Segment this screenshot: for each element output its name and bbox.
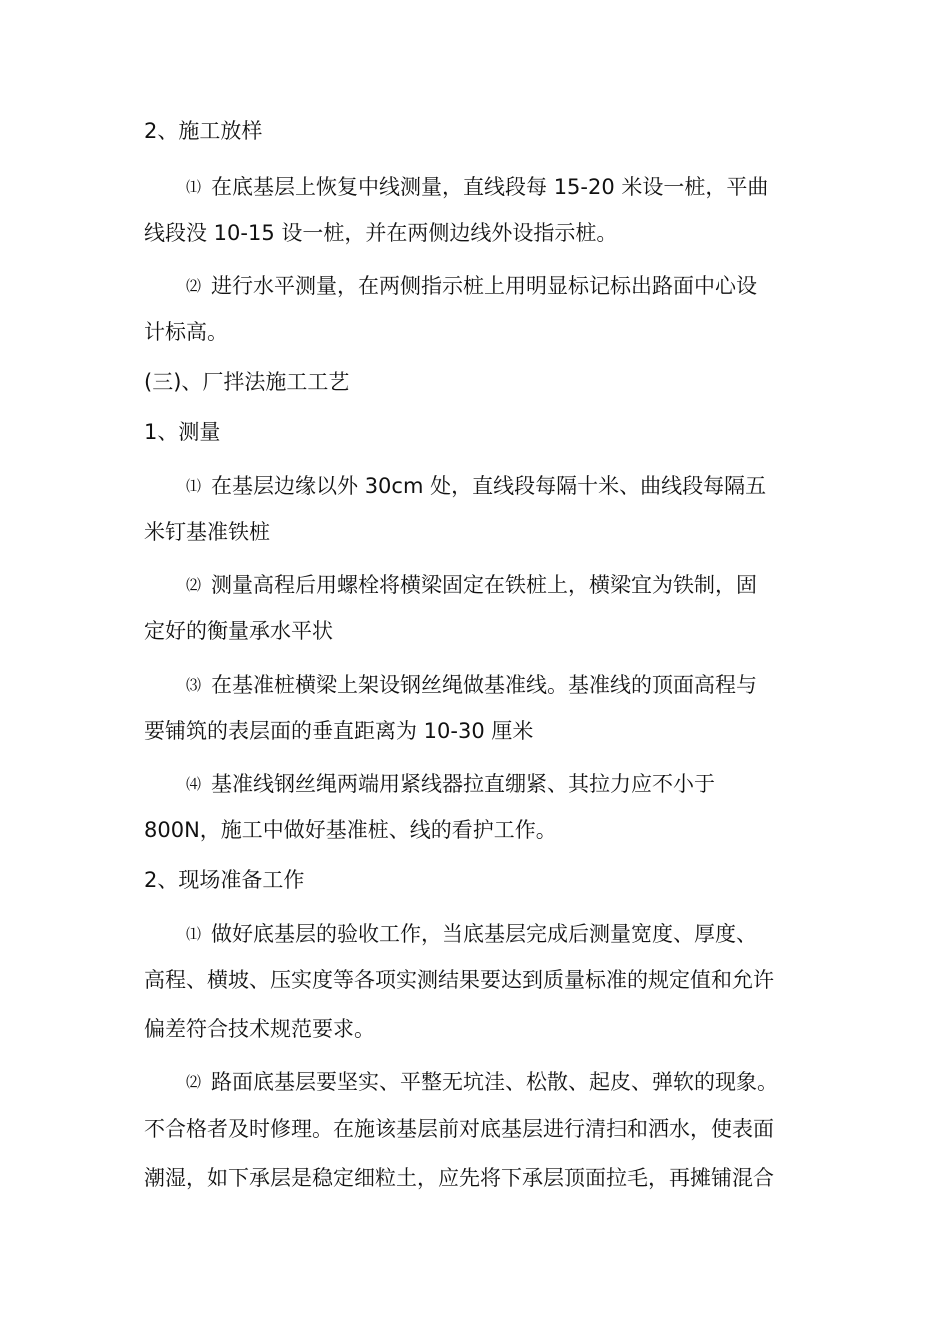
heading-site-preparation: 2、现场准备工作 [144,868,305,892]
paragraph-text: 测量高程后用螺栓将横梁固定在铁桩上，横梁宜为铁制，固 [211,573,758,597]
paragraph-6-line-2: 800N，施工中做好基准桩、线的看护工作。 [144,818,557,842]
paragraph-6-line-1 [186,769,715,799]
list-marker: ⑵ [186,576,202,594]
paragraph-7-line-2: 高程、横坡、压实度等各项实测结果要达到质量标准的规定值和允许 [144,968,774,992]
paragraph-5-line-2: 要铺筑的表层面的垂直距离为 10-30 厘米 [144,719,534,743]
list-marker: ⑵ [186,277,202,295]
paragraph-2-line-2: 计标高。 [144,320,228,344]
paragraph-text: 在基层边缘以外 30cm 处，直线段每隔十米、曲线段每隔五 [211,474,767,498]
paragraph-7-line-3: 偏差符合技术规范要求。 [144,1017,375,1041]
list-marker: ⑵ [186,1073,202,1091]
paragraph-3-line-2: 米钉基准铁桩 [144,520,270,544]
paragraph-1-line-2: 线段没 10-15 设一桩，并在两侧边线外设指示桩。 [144,221,618,245]
paragraph-text: 进行水平测量，在两侧指示桩上用明显标记标出路面中心设 [211,274,758,298]
heading-construction-layout: 2、施工放样 [144,119,263,143]
paragraph-2-line-1 [186,271,757,301]
paragraph-text: 在基准桩横梁上架设钢丝绳做基准线。基准线的顶面高程与 [211,673,758,697]
paragraph-8-line-3: 潮湿，如下承层是稳定细粒土，应先将下承层顶面拉毛，再摊铺混合 [144,1166,774,1190]
list-marker: ⑶ [186,676,202,694]
paragraph-8-line-1 [186,1067,778,1097]
list-marker: ⑴ [186,925,202,943]
paragraph-text: 做好底基层的验收工作，当底基层完成后测量宽度、厚度、 [211,922,758,946]
list-marker: ⑷ [186,775,202,793]
paragraph-text: 路面底基层要坚实、平整无坑洼、松散、起皮、弹软的现象。 [211,1070,779,1094]
paragraph-8-line-2: 不合格者及时修理。在施该基层前对底基层进行清扫和洒水，使表面 [144,1117,774,1141]
list-marker: ⑴ [186,178,202,196]
heading-plant-mix-process: (三)、厂拌法施工工艺 [144,370,350,394]
paragraph-5-line-1 [186,670,757,700]
paragraph-1-line-1 [186,172,768,202]
paragraph-text: 基准线钢丝绳两端用紧线器拉直绷紧、其拉力应不小于 [211,772,716,796]
heading-survey: 1、测量 [144,420,221,444]
paragraph-text: 在底基层上恢复中线测量，直线段每 15-20 米设一桩，平曲 [211,175,769,199]
list-marker: ⑴ [186,477,202,495]
paragraph-7-line-1 [186,919,757,949]
paragraph-4-line-1 [186,570,757,600]
paragraph-3-line-1 [186,471,766,501]
paragraph-4-line-2: 定好的衡量承水平状 [144,619,333,643]
